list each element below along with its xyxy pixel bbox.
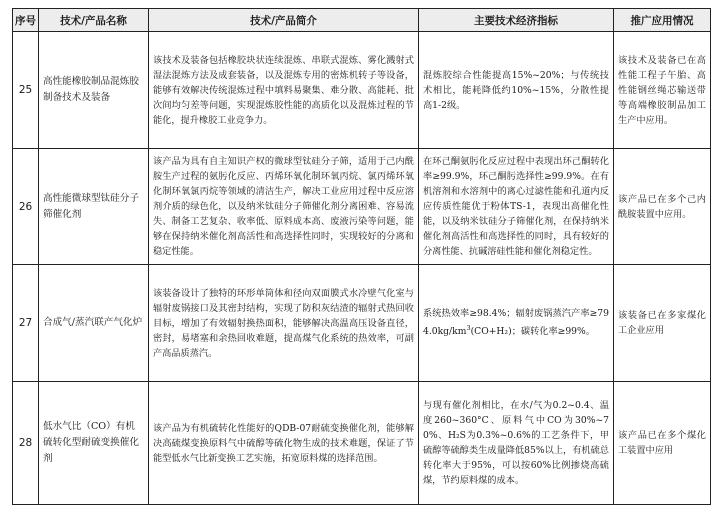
application-status: 该技术及装备已在高性能工程子午胎、高性能钢丝绳芯输送带等高端橡胶制品加工生产中应用。: [618, 54, 706, 126]
technology-table-container: [12, 8, 710, 504]
product-introduction: 该产品为有机硫转化性能好的QDB-07耐硫变换催化剂，能够解决高硫煤变换原料气中硫醇等硫化物生成的技术难题，保证了节能型低水气比新变换工艺实施，拓宽原料煤的选择范围。: [153, 422, 414, 464]
header-name: 技术/产品名称: [39, 9, 149, 32]
table-row: [13, 149, 711, 265]
product-name-cell: [39, 382, 149, 505]
indicators-text-end: (CO+H₂)；碳转化率≥99%。: [470, 326, 595, 338]
introduction-cell: [149, 149, 419, 265]
technical-indicators: [419, 304, 613, 341]
indicators-text-start: 系统热效率≥98.4%；辐射废锅蒸汽产率≥794.0kg/km: [423, 308, 609, 338]
application-status: 该产品已在多个己内酰胺装置中应用。: [618, 193, 706, 220]
header-application: 推广应用情况: [614, 9, 711, 32]
application-cell: [614, 265, 711, 382]
introduction-cell: [149, 32, 419, 149]
product-introduction: 该产品为具有自主知识产权的微球型钛硅分子筛，适用于己内酰胺生产过程的氨肟化反应、丙烯环氧化制环氧丙烷、氯丙烯环氧化制环氧氯丙烷等领域的清洁生产，解决工业应用过程中反应溶剂介质的绿色化，以及纳米钛硅分子筛催化剂分离困难、容易流失、制备工艺复杂、收率低、原料成本高、废液污染等问题，能够在保持纳米催化剂高活性和高选择性同时，实现较好的分离和稳定性能。: [153, 156, 414, 257]
table-row: [13, 32, 711, 149]
product-name-cell: [39, 32, 149, 149]
introduction-cell: [149, 382, 419, 505]
product-name: 合成气/蒸汽联产气化炉: [43, 317, 143, 328]
introduction-cell: [149, 265, 419, 382]
row-number: 26: [13, 149, 39, 265]
header-number: 序号: [13, 9, 39, 32]
product-name-cell: [39, 265, 149, 382]
product-name: 高性能微球型钛硅分子筛催化剂: [43, 192, 139, 220]
product-name-cell: [39, 149, 149, 265]
indicators-cell: [419, 382, 614, 505]
product-introduction: 该技术及装备包括橡胶块状连续混炼、串联式混炼、雾化溅射式湿法混炼方法及成套装备，以及混炼专用的密炼机转子等设备，能够有效解决传统混炼过程中填料易聚集、难分散、高能耗、批次间均匀差等问题，实现混炼胶性能的高质化以及混炼过程的节能化，提升橡胶工业竞争力。: [153, 54, 414, 126]
table-header-row: [13, 9, 711, 32]
application-cell: [614, 149, 711, 265]
header-introduction: 技术/产品简介: [149, 9, 419, 32]
indicators-cell: [419, 149, 614, 265]
table-row: [13, 265, 711, 382]
technical-indicators: 在环己酮氨肟化反应过程中表现出环己酮转化率≥99.9%，环己酮肟选择性≥99.9%。在有机溶剂和水溶剂中的离心过滤性能和孔道内反应传质性能优于粉体TS-1，表现出高催化性能，以及纳米钛硅分子筛催化剂，在保持纳米催化剂高活性和高选择性的同时，具有较好的分离性能、抗碱溶硅性能和催化剂稳定性。: [423, 156, 609, 257]
application-status: 该产品已在多个煤化工装置中应用: [618, 430, 706, 456]
superscript-3: 3: [466, 324, 471, 333]
technical-indicators: 混炼胶综合性能提高15%~20%；与传统技术相比，能耗降低约10%~15%，分散性提高1-2级。: [423, 69, 609, 111]
product-name: 低水气比（CO）有机硫转化型耐硫变换催化剂: [43, 421, 139, 464]
header-indicators: 主要技术经济指标: [419, 9, 614, 32]
application-status: 该装备已在多家煤化工企业应用: [618, 310, 706, 336]
row-number: 27: [13, 265, 39, 382]
technical-indicators: 与现有催化剂相比，在水/气为0.2~0.4、温度260~360°C、原料气中CO为30%~70%、H₂S为0.3%~0.6%的工艺条件下，甲硫醇等硫醇类生成量降低85%以上，有机硫总转化率大于95%，可以按60%比例掺烧高硫煤，节约原料煤的成本。: [423, 400, 609, 486]
product-name: 高性能橡胶制品混炼胶制备技术及装备: [43, 76, 139, 103]
row-number: 25: [13, 32, 39, 149]
application-cell: [614, 32, 711, 149]
product-introduction: 该装备设计了独特的环形单筒体和径向双面膜式水冷壁气化室与辐射废锅接口及其密封结构，实现了防积灰结渣的辐射式热回收目标，增加了有效辐射换热面积，能够解决高温高压设备直径，密封，易堵塞和余热回收难题，提高煤气化系统的热效率，可副产高品质蒸汽。: [153, 287, 414, 359]
table-row: [13, 382, 711, 505]
row-number: 28: [13, 382, 39, 505]
technology-table: [12, 8, 711, 505]
indicators-cell: [419, 32, 614, 149]
application-cell: [614, 382, 711, 505]
indicators-cell: [419, 265, 614, 382]
